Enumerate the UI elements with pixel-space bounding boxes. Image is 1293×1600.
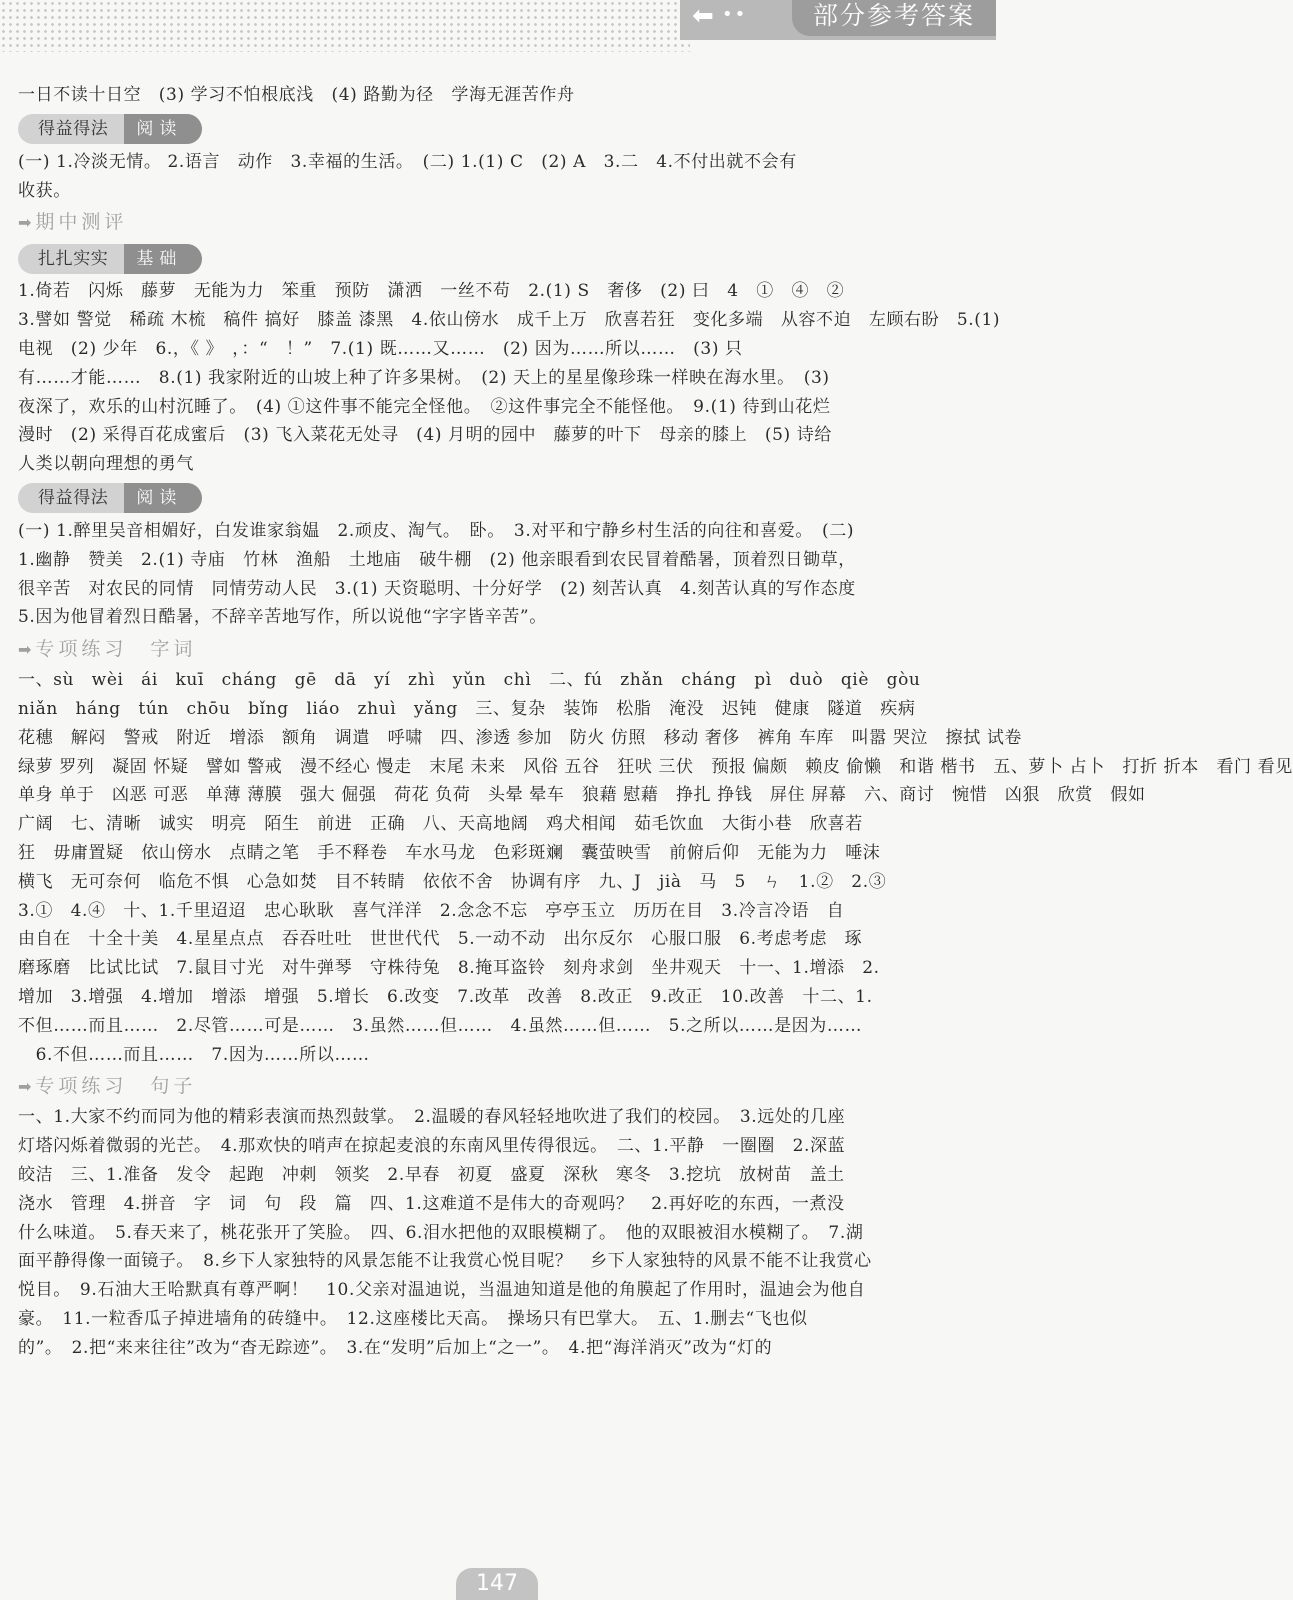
answer-line: 广阔 七、清晰 诚实 明亮 陌生 前进 正确 八、天高地阔 鸡犬相闻 茹毛饮血 大街小巷 欣喜若 bbox=[18, 814, 863, 835]
answer-line: 一日不读十日空 (3) 学习不怕根底浅 (4) 路勤为径 学海无涯苦作舟 bbox=[18, 85, 575, 105]
answer-line: 由自在 十全十美 4.星星点点 吞吞吐吐 世世代代 5.一动不动 出尔反尔 心服口服 6.考虑考虑 琢 bbox=[18, 929, 863, 950]
answer-line: 不但……而且…… 2.尽管……可是…… 3.虽然……但…… 4.虽然……但…… 5.之所以……是因为…… bbox=[18, 1015, 863, 1036]
section-heading-label bbox=[18, 638, 196, 660]
answer-line: 什么味道。 5.春天来了，桃花张开了笑脸。 四、6.泪水把他的双眼模糊了。 他的双眼被泪水模糊了。 7.湖 bbox=[18, 1222, 864, 1243]
section-tab bbox=[18, 239, 984, 277]
section-heading-text: 专项练习 字词 bbox=[35, 638, 197, 661]
answer-line: 有……才能…… 8.(1) 我家附近的山坡上种了许多果树。 (2) 天上的星星像珍珠一样映在海水里。 (3) bbox=[18, 367, 830, 388]
answer-line: 5.因为他冒着烈日酷暑，不辞辛苦地写作，所以说他“字字皆辛苦”。 bbox=[18, 607, 547, 628]
answer-line: 3.譬如 警觉 稀疏 木梳 稿件 搞好 膝盖 漆黑 4.依山傍水 成千上万 欣喜若狂 变化多端 从容不迫 左顾右盼 5.(1) bbox=[18, 310, 1001, 331]
answer-line: 6.不但……而且…… 7.因为……所以…… bbox=[18, 1044, 370, 1065]
answer-line: 3.① 4.④ 十、1.千里迢迢 忠心耿耿 喜气洋洋 2.念念不忘 亭亭玉立 历历在目 3.冷言冷语 自 bbox=[18, 900, 845, 921]
answer-line: 悦目。 9.石油大王哈默真有尊严啊！ 10.父亲对温迪说，当温迪知道是他的角膜起了作用时，温迪会为他自 bbox=[18, 1280, 866, 1301]
answer-line: 一、sù wèi ái kuī cháng gē dā yí zhì yǔn chì 二、fú zhǎn cháng pì duò qiè gòu bbox=[18, 670, 921, 691]
answer-line: 单身 单于 凶恶 可恶 单薄 薄膜 强大 倔强 荷花 负荷 头晕 晕车 狼藉 慰藉 挣扎 挣钱 屏住 屏幕 六、商讨 惋惜 凶狠 欣赏 假如 bbox=[18, 785, 1146, 806]
section-heading-text: 期中测评 bbox=[35, 211, 128, 234]
answer-line: 的”。 2.把“来来往往”改为“杳无踪迹”。 3.在“发明”后加上“之一”。 4.把“海洋消灭”改为“灯的 bbox=[18, 1337, 773, 1358]
right-arrow-icon: ➡ bbox=[18, 640, 32, 660]
section-heading-label bbox=[18, 1075, 196, 1097]
tab-main-label: 得益得法 bbox=[18, 114, 124, 144]
answer-line: 豪。 11.一粒香瓜子掉进墙角的砖缝中。 12.这座楼比天高。 操场只有巴掌大。 五、1.删去“飞也似 bbox=[18, 1308, 808, 1329]
section-heading bbox=[18, 632, 984, 666]
tab-main-label: 扎扎实实 bbox=[18, 244, 124, 274]
answer-content bbox=[18, 81, 1293, 1362]
section-heading bbox=[18, 205, 984, 239]
section-heading bbox=[18, 1069, 984, 1103]
answer-line: 灯塔闪烁着微弱的光芒。 4.那欢快的哨声在掠起麦浪的东南风里传得很远。 二、1.平静 一圈圈 2.深蓝 bbox=[18, 1136, 846, 1157]
page-number: 147 bbox=[456, 1568, 538, 1600]
answer-line: 收获。 bbox=[18, 180, 71, 201]
answer-line: 面平静得像一面镜子。 8.乡下人家独特的风景怎能不让我赏心悦目呢？ 乡下人家独特的风景不能不让我赏心 bbox=[18, 1251, 872, 1272]
left-arrow-icon: ⬅ bbox=[692, 1, 714, 31]
answer-line: (一) 1.醉里吴音相媚好，白发谁家翁媪 2.顽皮、淘气。 卧。 3.对平和宁静乡村生活的向往和喜爱。 (二) bbox=[18, 520, 855, 541]
answer-line: (一) 1.冷淡无情。 2.语言 动作 3.幸福的生活。 (二) 1.(1) C (2) A 3.二 4.不付出就不会有 bbox=[18, 151, 797, 172]
section-heading-text: 专项练习 句子 bbox=[35, 1075, 197, 1098]
answer-line: 皎洁 三、1.准备 发令 起跑 冲刺 领奖 2.早春 初夏 盛夏 深秋 寒冬 3.挖坑 放树苗 盖土 bbox=[18, 1164, 845, 1185]
answer-line: 漫时 (2) 采得百花成蜜后 (3) 飞入菜花无处寻 (4) 月明的园中 藤萝的叶下 母亲的膝上 (5) 诗给 bbox=[18, 425, 832, 446]
section-tab bbox=[18, 479, 984, 517]
right-arrow-icon: ➡ bbox=[18, 1077, 32, 1097]
tab-sub-label: 阅读 bbox=[124, 114, 202, 144]
right-arrow-icon: ➡ bbox=[18, 213, 32, 233]
answer-line: 花穗 解闷 警戒 附近 增添 额角 调遣 呼啸 四、渗透 参加 防火 仿照 移动 奢侈 裤角 车库 叫嚣 哭泣 擦拭 试卷 bbox=[18, 727, 1023, 748]
tab-sub-label: 阅读 bbox=[124, 483, 202, 513]
answer-line: 电视 (2) 少年 6.，《 》 ，：“ ！” 7.(1) 既……又…… (2) 因为……所以…… (3) 只 bbox=[18, 338, 743, 359]
answer-line: 磨琢磨 比试比试 7.鼠目寸光 对牛弹琴 守株待兔 8.掩耳盗铃 刻舟求剑 坐井观天 十一、1.增添 2. bbox=[18, 958, 880, 979]
answer-line: 浇水 管理 4.拼音 字 词 句 段 篇 四、1.这难道不是伟大的奇观吗？ 2.再好吃的东西，一煮没 bbox=[18, 1193, 845, 1214]
answer-line: 增加 3.增强 4.增加 增添 增强 5.增长 6.改变 7.改革 改善 8.改正 9.改正 10.改善 十二、1. bbox=[18, 986, 873, 1007]
answer-line: 夜深了，欢乐的山村沉睡了。 (4) ①这件事不能完全怪他。 ②这件事完全不能怪他。 9.(1) 待到山花烂 bbox=[18, 396, 831, 417]
answer-line: 很辛苦 对农民的同情 同情劳动人民 3.(1) 天资聪明、十分好学 (2) 刻苦认真 4.刻苦认真的写作态度 bbox=[18, 578, 856, 599]
answer-line: niǎn háng tún chōu bǐng liáo zhuì yǎng 三、复杂 装饰 松脂 淹没 迟钝 健康 隧道 疾病 bbox=[18, 698, 916, 719]
header-dot-pattern bbox=[0, 0, 690, 52]
answer-line: 狂 毋庸置疑 依山傍水 点睛之笔 手不释卷 车水马龙 色彩斑斓 囊萤映雪 前俯后仰 无能为力 唾沫 bbox=[18, 842, 881, 863]
tab-main-label: 得益得法 bbox=[18, 483, 124, 513]
answer-line: 一、1.大家不约而同为他的精彩表演而热烈鼓掌。 2.温暖的春风轻轻地吹进了我们的校园。 3.远处的几座 bbox=[18, 1107, 846, 1128]
dots-icon: •• bbox=[722, 4, 748, 25]
section-tab-label bbox=[18, 244, 202, 274]
answer-line: 横飞 无可奈何 临危不惧 心急如焚 目不转睛 依依不舍 协调有序 九、J jià 马 5 ㄣ 1.② 2.③ bbox=[18, 871, 887, 892]
section-tab-label bbox=[18, 483, 202, 513]
banner-title: 部分参考答案 bbox=[792, 0, 996, 36]
answer-line: 1.倚若 闪烁 藤萝 无能为力 笨重 预防 潇洒 一丝不苟 2.(1) S 奢侈 (2) 曰 4 ① ④ ② bbox=[18, 281, 845, 302]
tab-sub-label: 基础 bbox=[124, 244, 202, 274]
section-heading-label bbox=[18, 211, 127, 233]
section-tab bbox=[18, 110, 984, 148]
header-banner bbox=[680, 0, 996, 40]
section-tab-label bbox=[18, 114, 202, 144]
answer-line: 1.幽静 赞美 2.(1) 寺庙 竹林 渔船 土地庙 破牛棚 (2) 他亲眼看到农民冒着酷暑，顶着烈日锄草， bbox=[18, 549, 856, 570]
answer-line: 绿萝 罗列 凝固 怀疑 譬如 警戒 漫不经心 慢走 末尾 未来 风俗 五谷 狂吠 三伏 预报 偏颇 赖皮 偷懒 和谐 楷书 五、萝卜 占卜 打折 折本 看门 看见 bbox=[18, 756, 1293, 777]
answer-line: 人类以朝向理想的勇气 bbox=[18, 454, 194, 475]
